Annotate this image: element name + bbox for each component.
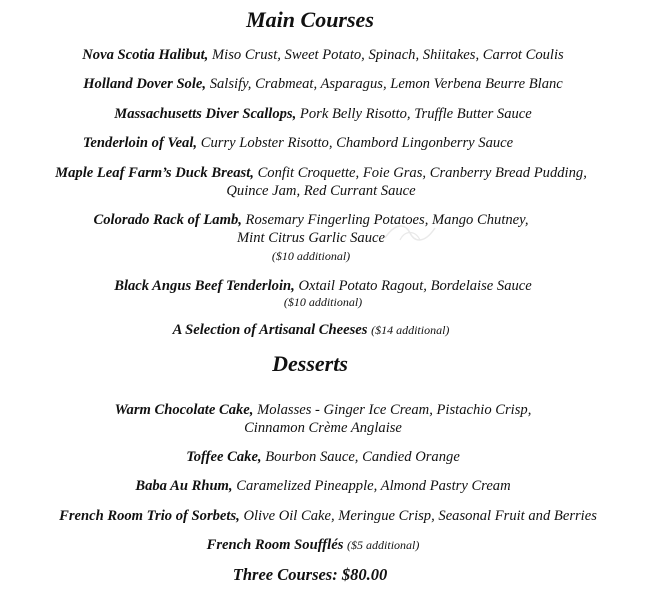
menu-item-rack-of-lamb [0,211,634,229]
dessert-item-souffles [0,536,636,554]
item-description-2: Cinnamon Crème Anglaise [244,420,402,436]
item-name: Black Angus Beef Tenderloin, [114,278,295,294]
beef-tenderloin-surcharge: ($10 additional) [283,295,363,309]
menu-item-duck-breast [0,164,644,182]
item-name: Warm Chocolate Cake, [114,402,254,418]
item-description-2: Mint Citrus Garlic Sauce [237,230,385,246]
item-name: French Room Soufflés [206,537,344,553]
item-description: Caramelized Pineapple, Almond Pastry Cream [236,478,511,494]
item-description: Rosemary Fingerling Potatoes, Mango Chutney, [245,212,529,228]
prix-fixe-total: Three Courses: $80.00 [232,565,388,584]
menu-item-beef-tenderloin [0,277,646,295]
item-name: Holland Dover Sole, [83,76,207,92]
dessert-item-sorbets [5,507,646,525]
item-description: Bourbon Sauce, Candied Orange [265,449,460,465]
item-description: Miso Crust, Sweet Potato, Spinach, Shiitakes, Carrot Coulis [211,47,564,63]
item-description-2: Quince Jam, Red Currant Sauce [226,183,416,199]
menu-item-dover-sole [0,75,646,93]
dessert-item-chocolate-cake [0,401,646,419]
item-name: A Selection of Artisanal Cheeses [172,322,368,338]
menu-item-scallops [0,105,646,123]
item-description: Olive Oil Cake, Meringue Crisp, Seasonal Fruit and Berries [243,508,597,524]
flourish-watermark-icon [380,218,440,248]
item-description: Oxtail Potato Ragout, Bordelaise Sauce [298,278,532,294]
item-name: Tenderloin of Veal, [82,135,198,151]
menu-item-rack-of-lamb-cont [0,229,634,247]
rack-of-lamb-surcharge: ($10 additional) [271,249,351,263]
menu-item-artisanal-cheeses [0,321,634,339]
menu-item-halibut [0,46,646,64]
item-name: Baba Au Rhum, [135,478,233,494]
cheese-surcharge: ($14 additional) [371,323,450,337]
item-name: Colorado Rack of Lamb, [93,212,242,228]
item-description: Pork Belly Risotto, Truffle Butter Sauce [299,106,532,122]
desserts-heading: Desserts [272,351,348,376]
item-name: French Room Trio of Sorbets, [59,508,240,524]
menu-item-duck-breast-cont [0,182,644,200]
dessert-item-baba-au-rhum [0,477,646,495]
item-name: Maple Leaf Farm’s Duck Breast, [55,165,254,181]
item-name: Toffee Cake, [186,449,262,465]
item-description: Curry Lobster Risotto, Chambord Lingonberry Sauce [200,135,514,151]
item-description: Confit Croquette, Foie Gras, Cranberry Bread Pudding, [257,165,587,181]
souffle-surcharge: ($5 additional) [347,538,420,552]
dessert-item-chocolate-cake-cont [0,419,646,437]
menu-item-veal [0,134,621,152]
item-description: Molasses - Ginger Ice Cream, Pistachio Crisp, [257,402,532,418]
dessert-item-toffee-cake [0,448,646,466]
item-name: Massachusetts Diver Scallops, [114,106,297,122]
main-courses-heading: Main Courses [246,7,374,32]
item-description: Salsify, Crabmeat, Asparagus, Lemon Verbena Beurre Blanc [209,76,563,92]
item-name: Nova Scotia Halibut, [82,47,209,63]
